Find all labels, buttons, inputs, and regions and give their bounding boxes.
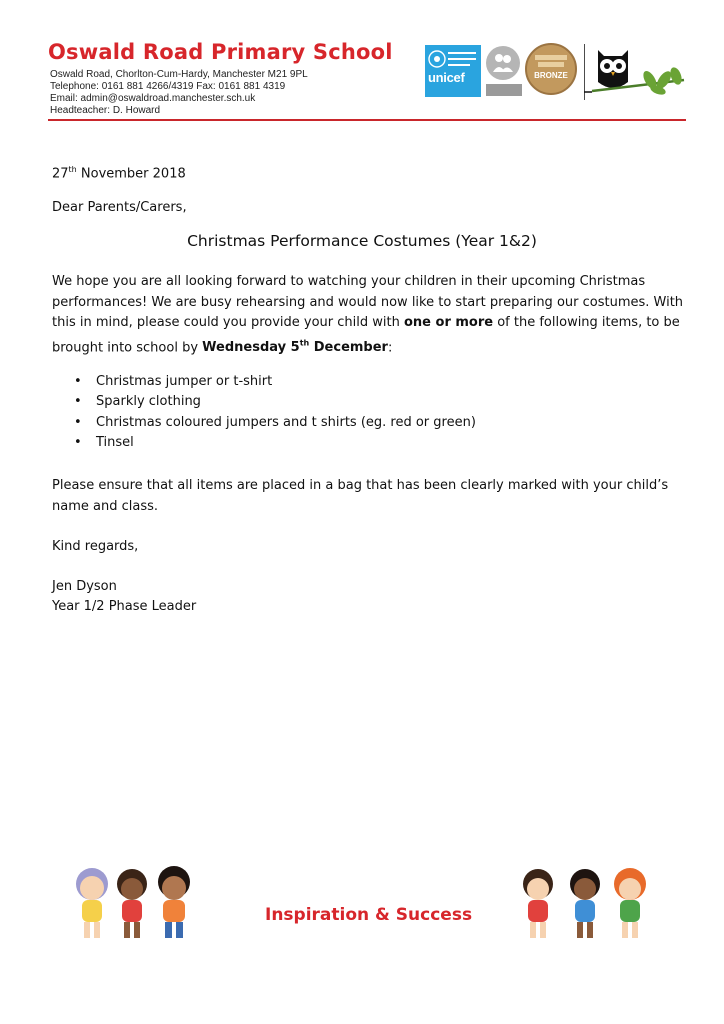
owl-on-branch-logo <box>584 44 688 100</box>
instructions-paragraph: Please ensure that all items are placed in a bag that has been clearly marked with your child’s name and class. <box>52 478 669 514</box>
bronze-label: BRONZE <box>534 71 568 80</box>
school-games-mark <box>535 53 567 69</box>
list-item: • Tinsel <box>52 433 476 453</box>
list-item: • Christmas coloured jumpers and t shirts (eg. red or green) <box>52 413 476 433</box>
intro-text-2: of the following items, to be brought into school by <box>52 315 680 355</box>
school-email: Email: admin@oswaldroad.manchester.sch.uk <box>50 93 256 104</box>
children-illustration-right <box>510 862 660 948</box>
intro-paragraph <box>52 272 692 358</box>
school-motto: Inspiration & Success <box>265 905 473 925</box>
school-games-bronze-logo <box>525 43 577 95</box>
unicef-wordmark: unicef <box>428 70 465 85</box>
list-item: • Sparkly clothing <box>52 392 476 412</box>
deadline-day: Wednesday 5 <box>202 339 300 355</box>
date-suffix: th <box>68 165 77 174</box>
rights-respecting-emblem <box>428 48 478 70</box>
unicef-rights-respecting-logo <box>425 45 481 97</box>
intro-end: : <box>387 339 393 355</box>
letter-title: Christmas Performance Costumes (Year 1&2) <box>187 232 537 250</box>
header-divider <box>48 119 686 121</box>
deadline-month: December <box>309 339 388 355</box>
closing: Kind regards, <box>52 539 139 554</box>
children-illustration-left <box>62 862 212 948</box>
costume-items-list <box>52 372 476 453</box>
headteacher: Headteacher: D. Howard <box>50 105 161 116</box>
people-emblem-icon <box>491 52 515 74</box>
school-name: Oswald Road Primary School <box>48 40 393 64</box>
intro-emphasis-quantity: one or more <box>403 315 494 330</box>
intro-text-1: We hope you are all looking forward to watching your children in their upcoming Christmas performances! We are busy rehearsing and would now like to start preparing our costumes. With this in mind, please could you provide your child with <box>52 274 684 330</box>
signer-name: Jen Dyson <box>52 579 117 594</box>
school-address: Oswald Road, Chorlton-Cum-Hardy, Manchester M21 9PL <box>50 69 308 80</box>
date-day: 27 <box>52 166 69 182</box>
partner-badge-logo <box>486 46 522 98</box>
signer-role: Year 1/2 Phase Leader <box>52 599 197 614</box>
letter-date <box>52 160 186 184</box>
list-item: • Christmas jumper or t-shirt <box>52 372 476 392</box>
deadline-suffix: th <box>299 338 310 348</box>
school-telephone: Telephone: 0161 881 4266/4319 Fax: 0161 881 4319 <box>50 81 286 92</box>
salutation: Dear Parents/Carers, <box>52 200 187 215</box>
date-rest: November 2018 <box>76 166 186 182</box>
